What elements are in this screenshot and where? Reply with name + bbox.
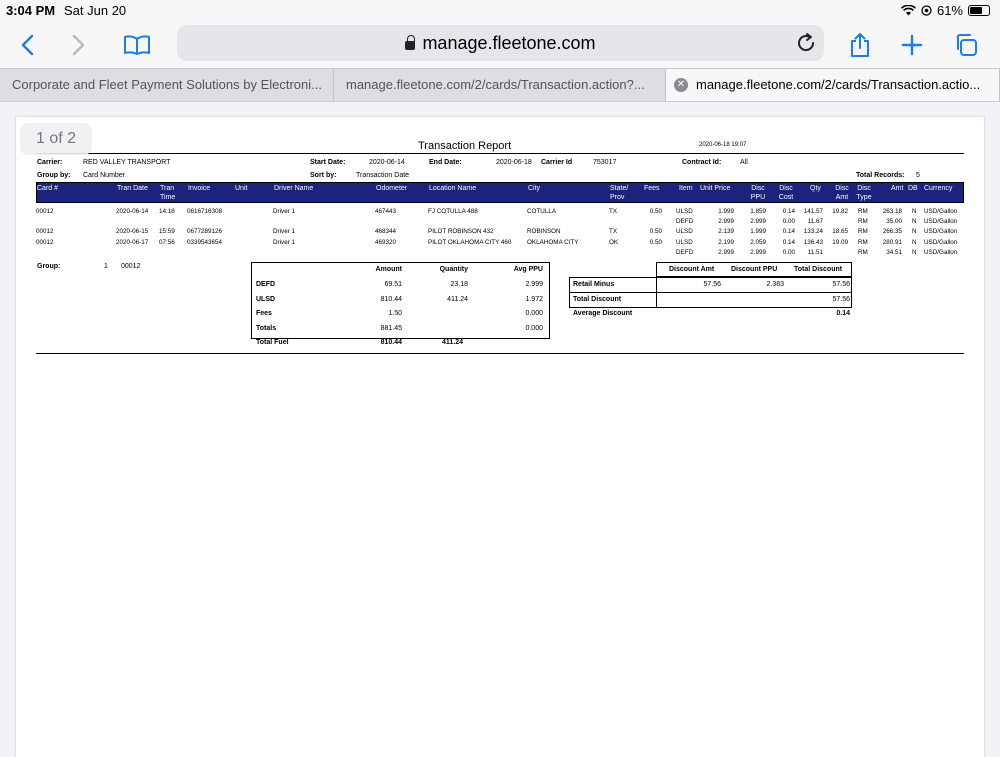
status-time: 3:04 PM xyxy=(6,3,56,18)
row-item: ULSD xyxy=(676,238,693,246)
col-currency: Currency xyxy=(924,185,953,192)
summary-amount-header: Amount xyxy=(375,266,402,273)
total-fuel-amount: 810.44 xyxy=(380,339,402,346)
row-disc-type: RM xyxy=(858,228,868,236)
row-disc-ppu: 1.859 xyxy=(750,208,766,215)
total-fuel-quantity: 411.24 xyxy=(442,339,464,346)
row-disc-amt: 19.09 xyxy=(832,238,848,246)
row-db: N xyxy=(912,228,917,236)
row-unit-price: 2.999 xyxy=(718,248,734,256)
row-disc-cost: 0.14 xyxy=(782,238,795,246)
summary-row-quantity: 23.18 xyxy=(450,281,468,288)
lock-icon xyxy=(405,41,415,50)
tab-label: manage.fleetone.com/2/cards/Transaction.actio... xyxy=(696,77,981,92)
row-invoice: 0339543654 xyxy=(187,238,223,246)
row-card: 00012 xyxy=(36,228,54,236)
group-by-label: Group by: xyxy=(37,172,71,179)
summary-row-avg: 0.000 xyxy=(525,324,543,332)
row-db: N xyxy=(912,218,917,226)
start-date-value: 2020-06-14 xyxy=(369,159,405,166)
summary-row-avg: 1.972 xyxy=(525,295,543,303)
group-label: Group: xyxy=(37,263,61,270)
row-card: 00012 xyxy=(36,208,54,215)
row-driver: Driver 1 xyxy=(273,228,296,236)
row-unit-price: 2.199 xyxy=(718,238,734,246)
summary-row-label: ULSD xyxy=(256,295,276,303)
discount-ppu-header: Discount PPU xyxy=(731,266,778,273)
end-date-value: 2020-06-18 xyxy=(496,159,532,166)
report-title: Transaction Report xyxy=(418,140,512,152)
row-tran-time: 07:56 xyxy=(159,238,175,246)
transactions-table-header xyxy=(36,182,964,203)
tab-transaction-1[interactable] xyxy=(334,69,666,101)
total-discount-value: 57.56 xyxy=(832,296,850,303)
row-city: OKLAHOMA CITY xyxy=(527,238,579,246)
forward-button[interactable] xyxy=(62,28,96,62)
col-state: State/ Prov xyxy=(610,185,629,201)
row-amt: 35.00 xyxy=(886,218,902,226)
col-card: Card # xyxy=(37,185,59,192)
row-disc-ppu: 2.999 xyxy=(750,218,766,226)
plus-icon xyxy=(901,34,923,56)
summary-row-label: DEFD xyxy=(256,281,276,288)
sort-by-label: Sort by: xyxy=(310,172,337,179)
book-icon xyxy=(124,35,150,55)
row-currency: USD/Gallon xyxy=(924,228,958,236)
group-card: 00012 xyxy=(121,263,141,270)
location-lock-icon xyxy=(921,5,932,16)
header-rule xyxy=(36,153,964,154)
status-date: Sat Jun 20 xyxy=(64,3,127,18)
summary-row-quantity: 411.24 xyxy=(447,295,468,303)
retail-minus-ppu: 2.383 xyxy=(766,281,784,288)
col-unit-price: Unit Price xyxy=(700,185,731,192)
group-by-value: Card Number xyxy=(83,172,126,179)
retail-minus-label: Retail Minus xyxy=(573,281,615,288)
share-button[interactable] xyxy=(843,28,877,62)
row-state: TX xyxy=(609,228,618,236)
back-button[interactable] xyxy=(10,28,44,62)
row-city: ROBINSON xyxy=(527,228,561,236)
row-qty: 141.57 xyxy=(803,208,823,215)
row-odometer: 468344 xyxy=(375,228,397,236)
row-disc-amt: 18.65 xyxy=(832,228,848,236)
tabs-overview-button[interactable] xyxy=(949,28,983,62)
row-disc-cost: 0.00 xyxy=(782,218,795,226)
row-disc-type: RM xyxy=(858,218,868,226)
total-discount-label: Total Discount xyxy=(573,296,622,303)
row-tran-date: 2020-06-15 xyxy=(116,228,149,236)
row-location: PILOT ROBINSON 432 xyxy=(428,228,494,236)
col-disc-ppu: Disc PPU xyxy=(750,185,766,201)
contract-id-label: Contract Id: xyxy=(682,159,722,166)
summary-row-amount: 881.45 xyxy=(380,324,402,332)
tab-label: Corporate and Fleet Payment Solutions by Electroni... xyxy=(12,77,322,92)
row-location: FJ COTULLA 488 xyxy=(428,208,478,215)
tab-transaction-active[interactable] xyxy=(666,69,1000,101)
row-amt: 34.51 xyxy=(886,248,902,256)
row-unit-price: 1.999 xyxy=(718,208,734,215)
row-item: DEFD xyxy=(676,218,694,226)
status-bar xyxy=(0,0,1000,22)
row-disc-ppu: 2.999 xyxy=(750,248,766,256)
tab-bar xyxy=(0,68,1000,102)
carrier-id-label: Carrier Id xyxy=(541,159,573,166)
summary-row-avg: 0.000 xyxy=(525,310,543,317)
row-fees: 0.50 xyxy=(649,208,662,215)
summary-avg-header: Avg PPU xyxy=(513,266,543,273)
col-driver: Driver Name xyxy=(274,185,314,192)
chevron-left-icon xyxy=(20,34,34,56)
row-disc-ppu: 1.999 xyxy=(750,228,766,236)
total-fuel-label: Total Fuel xyxy=(256,339,289,346)
row-qty: 11.51 xyxy=(807,248,823,256)
row-currency: USD/Gallon xyxy=(924,238,958,246)
row-fees: 0.50 xyxy=(649,238,662,246)
col-invoice: Invoice xyxy=(188,185,211,192)
row-item: DEFD xyxy=(676,248,694,256)
row-qty: 133.24 xyxy=(803,228,823,236)
row-db: N xyxy=(912,208,917,215)
summary-row-avg: 2.999 xyxy=(525,281,543,288)
row-item: ULSD xyxy=(676,228,693,236)
row-tran-time: 15:59 xyxy=(159,228,175,236)
row-invoice: 0677289126 xyxy=(187,228,223,236)
row-currency: USD/Gallon xyxy=(924,208,958,215)
row-driver: Driver 1 xyxy=(273,238,296,246)
report-page xyxy=(16,117,984,757)
group-count: 1 xyxy=(104,263,108,270)
row-disc-cost: 0.14 xyxy=(782,228,795,236)
battery-icon xyxy=(968,5,990,16)
row-card: 00012 xyxy=(36,238,54,246)
total-discount-header: Total Discount xyxy=(794,266,843,273)
carrier-label: Carrier: xyxy=(37,159,63,166)
row-amt: 263.18 xyxy=(882,208,902,215)
row-disc-cost: 0.14 xyxy=(782,208,795,215)
row-disc-ppu: 2.059 xyxy=(750,238,766,246)
sort-by-value: Transaction Date xyxy=(356,172,410,179)
col-amt: Amt xyxy=(891,185,904,192)
col-location: Location Name xyxy=(429,185,477,192)
chevron-right-icon xyxy=(72,34,86,56)
battery-percent: 61% xyxy=(936,3,963,18)
reload-icon[interactable] xyxy=(794,31,818,55)
address-bar[interactable] xyxy=(177,25,824,61)
average-discount-label: Average Discount xyxy=(573,310,633,317)
row-tran-date: 2020-06-17 xyxy=(116,238,149,246)
row-amt: 266.35 xyxy=(882,228,902,236)
new-tab-button[interactable] xyxy=(895,28,929,62)
row-disc-type: RM xyxy=(858,208,868,215)
carrier-value: RED VALLEY TRANSPORT xyxy=(83,159,171,166)
contract-id-value: All xyxy=(740,159,748,166)
end-date-label: End Date: xyxy=(429,159,462,166)
col-odometer: Odometer xyxy=(376,185,408,192)
row-city: COTULLA xyxy=(527,208,557,215)
page-indicator: 1 of 2 xyxy=(20,123,92,155)
discount-amt-header: Discount Amt xyxy=(669,266,715,273)
col-disc-amt: Disc Amt xyxy=(835,185,849,201)
row-fees: 0.50 xyxy=(649,228,662,236)
summary-row-label: Totals xyxy=(256,324,277,332)
summary-row-label: Fees xyxy=(256,310,272,317)
row-disc-cost: 0.00 xyxy=(782,248,795,256)
col-disc-cost: Disc Cost xyxy=(778,185,794,201)
share-icon xyxy=(849,32,871,58)
col-city: City xyxy=(528,185,541,192)
col-db: DB xyxy=(908,185,918,192)
row-item: ULSD xyxy=(676,208,693,215)
average-discount-value: 0.14 xyxy=(836,310,850,317)
browser-toolbar xyxy=(0,22,1000,68)
discount-divider xyxy=(569,292,852,293)
row-state: OK xyxy=(609,238,619,246)
row-unit-price: 2.139 xyxy=(718,228,734,236)
row-qty: 11.67 xyxy=(807,218,823,226)
footer-rule xyxy=(36,353,964,354)
total-records-value: 5 xyxy=(916,172,920,179)
start-date-label: Start Date: xyxy=(310,159,346,166)
close-tab-icon[interactable]: ✕ xyxy=(674,78,688,92)
row-odometer: 469320 xyxy=(375,238,397,246)
tab-corporate[interactable] xyxy=(0,69,334,101)
col-unit: Unit xyxy=(235,185,248,192)
row-db: N xyxy=(912,248,917,256)
summary-row-amount: 1.50 xyxy=(388,310,402,317)
row-db: N xyxy=(912,238,917,246)
row-tran-date: 2020-06-14 xyxy=(116,208,149,215)
col-disc-type: Disc Type xyxy=(856,185,872,201)
row-amt: 280.91 xyxy=(882,238,902,246)
summary-row-amount: 69.51 xyxy=(384,281,402,288)
carrier-id-value: 753017 xyxy=(593,159,617,166)
total-records-label: Total Records: xyxy=(856,172,905,179)
row-driver: Driver 1 xyxy=(273,208,296,215)
row-disc-type: RM xyxy=(858,248,868,256)
col-fees: Fees xyxy=(644,185,660,192)
row-disc-type: RM xyxy=(858,238,868,246)
col-item: Item xyxy=(679,185,693,192)
page-content xyxy=(0,103,1000,750)
row-location: PILOT OKLAHOMA CITY 460 xyxy=(428,238,512,246)
row-tran-time: 14:18 xyxy=(159,208,175,215)
wifi-icon xyxy=(901,5,916,16)
row-unit-price: 2.999 xyxy=(718,218,734,226)
col-tran-date: Tran Date xyxy=(117,185,148,192)
bookmarks-button[interactable] xyxy=(120,28,154,62)
generated-timestamp: 2020-06-18 19:07 xyxy=(699,142,747,148)
summary-quantity-header: Quantity xyxy=(439,266,468,273)
url-text: manage.fleetone.com xyxy=(422,32,596,53)
tabs-icon xyxy=(954,33,978,57)
row-currency: USD/Gallon xyxy=(924,218,958,226)
row-odometer: 467443 xyxy=(375,208,397,215)
row-qty: 136.43 xyxy=(803,238,823,246)
col-qty: Qty xyxy=(810,185,821,192)
retail-minus-total: 57.56 xyxy=(832,281,850,288)
row-disc-amt: 19.82 xyxy=(832,208,848,215)
row-invoice: 0616716308 xyxy=(187,208,223,215)
tab-label: manage.fleetone.com/2/cards/Transaction.action?... xyxy=(346,77,645,92)
row-currency: USD/Gallon xyxy=(924,248,958,256)
retail-minus-amt: 57.56 xyxy=(703,281,721,288)
col-tran-time: Tran Time xyxy=(160,185,176,201)
summary-row-amount: 810.44 xyxy=(380,295,402,303)
row-state: TX xyxy=(609,208,618,215)
